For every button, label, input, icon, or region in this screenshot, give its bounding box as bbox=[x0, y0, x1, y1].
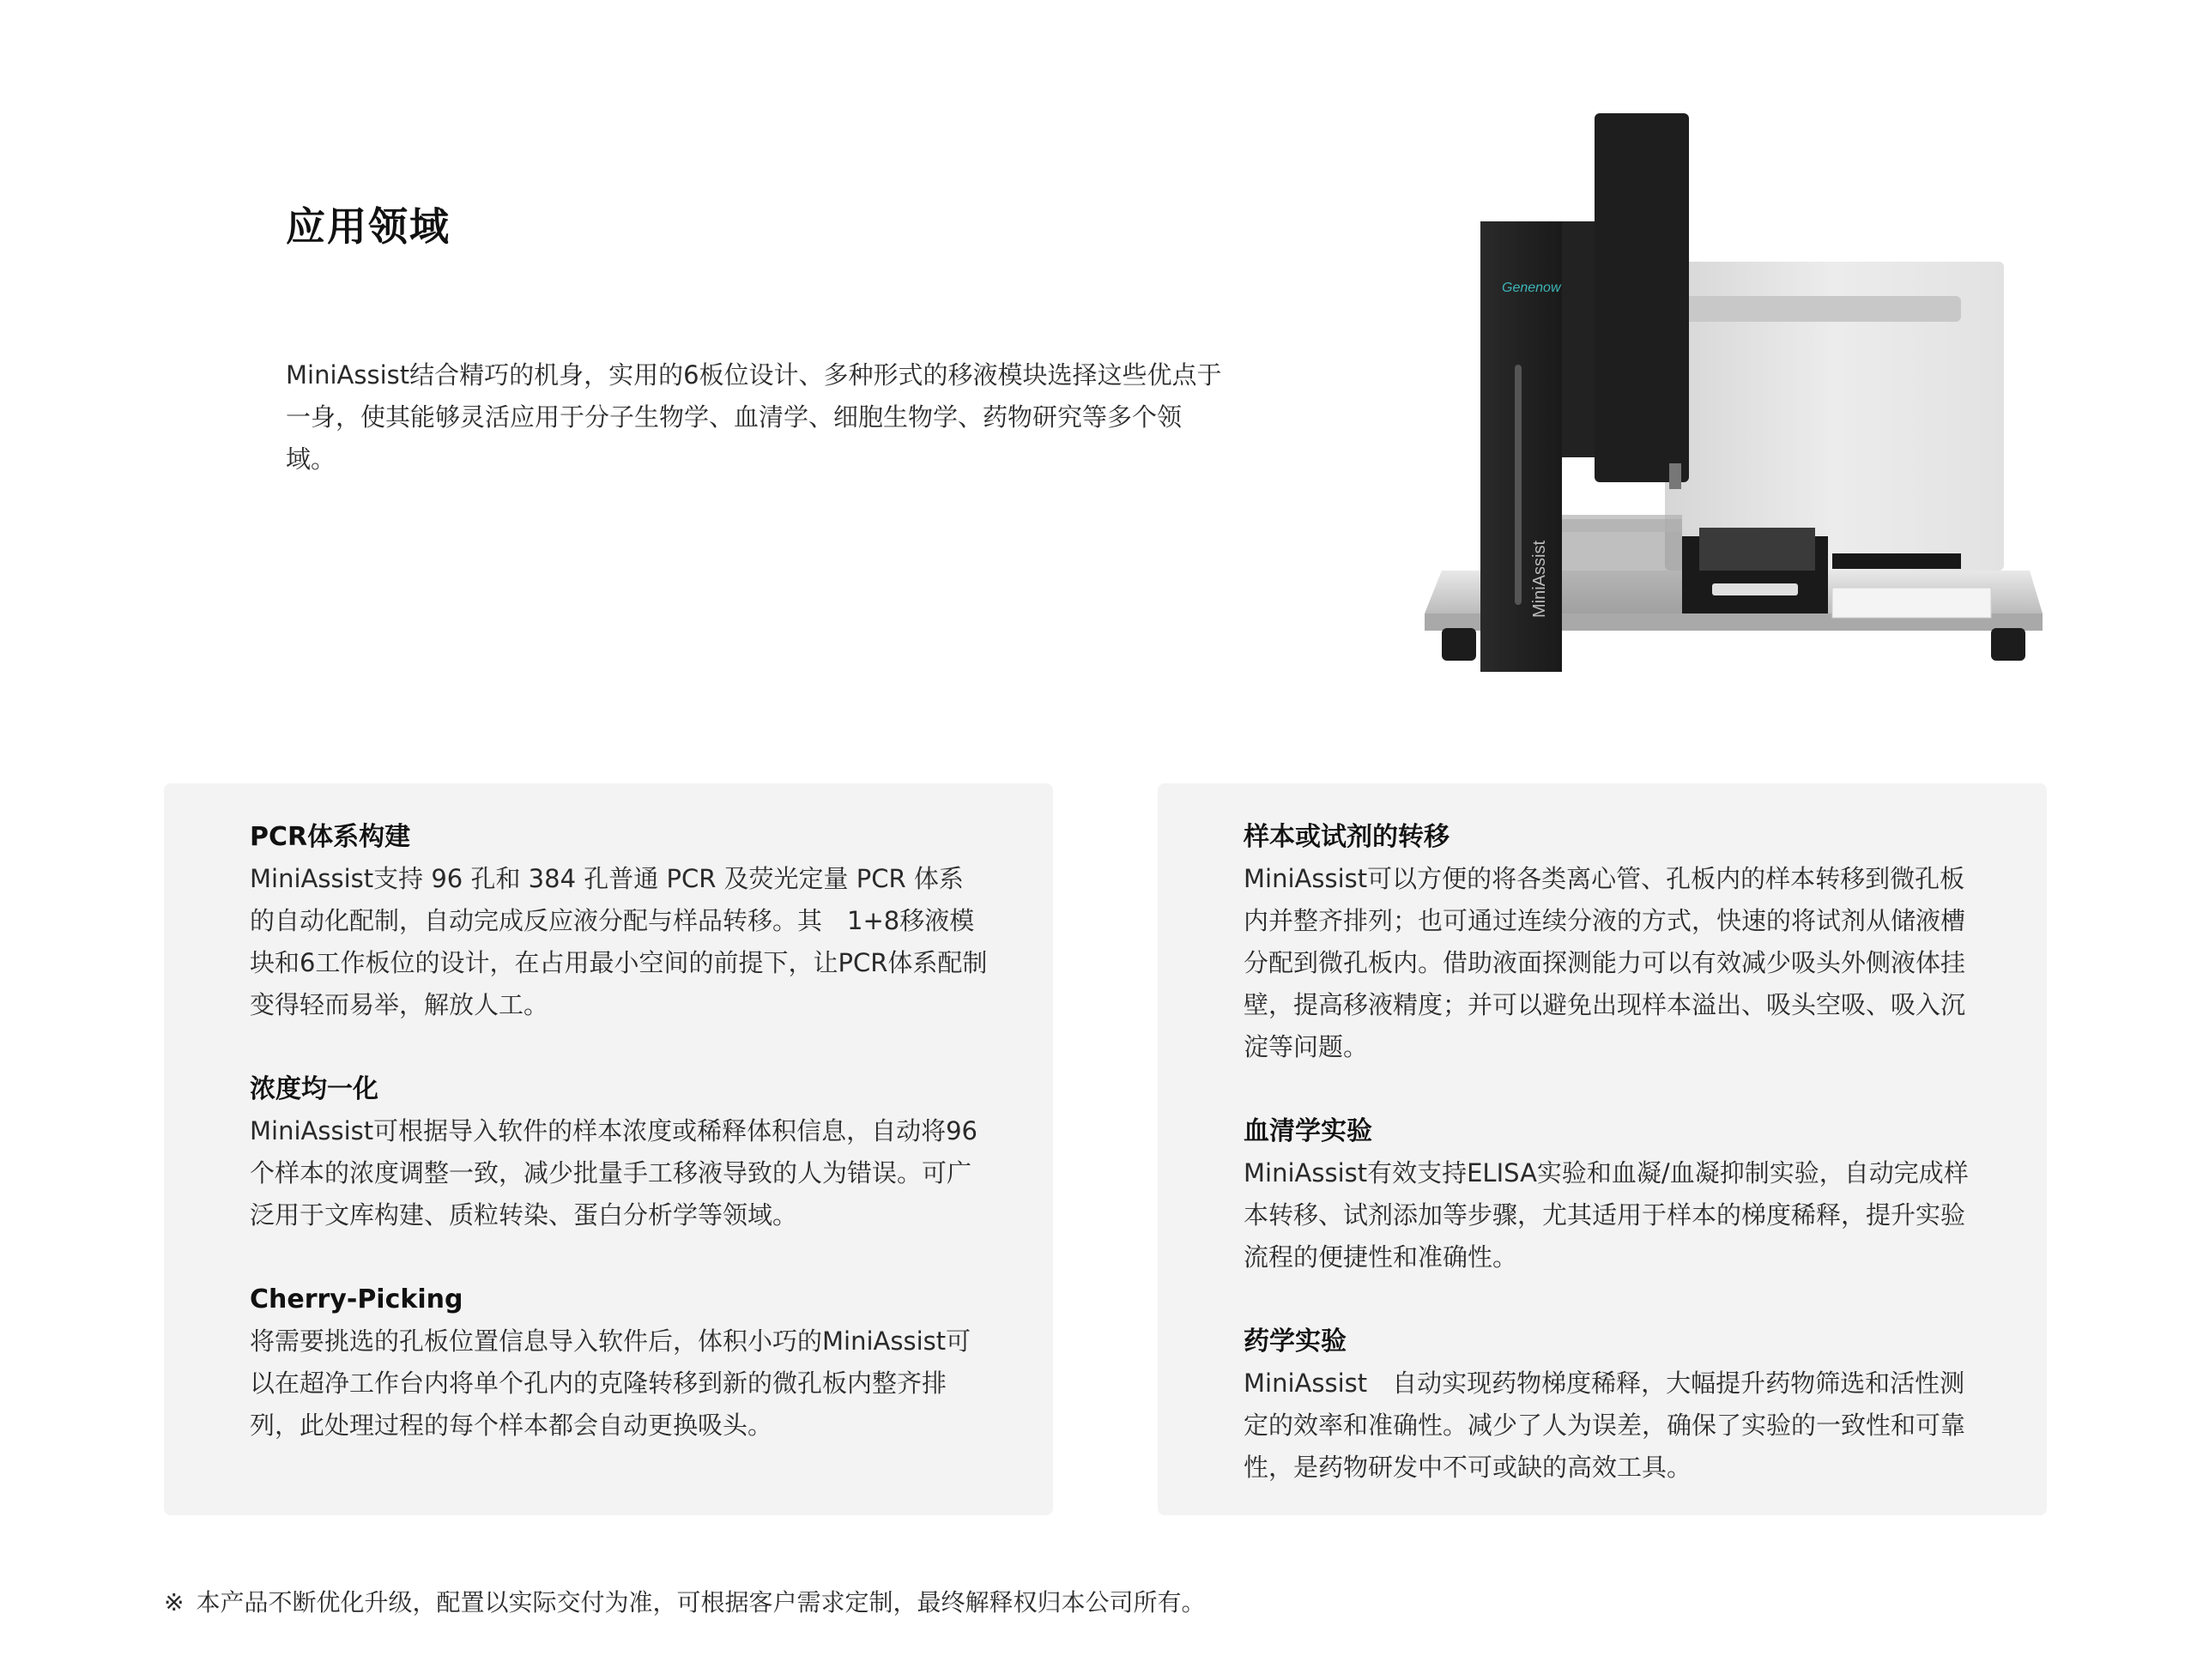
application-block bbox=[250, 1068, 988, 1236]
block-title: 药学实验 bbox=[1244, 1326, 1347, 1357]
block-title: PCR体系构建 bbox=[250, 822, 411, 852]
footnote bbox=[164, 1584, 1205, 1618]
application-block bbox=[1244, 816, 1982, 1068]
side-label: MiniAssist bbox=[1530, 540, 1549, 618]
application-block bbox=[250, 1278, 988, 1447]
block-text: MiniAssist 自动实现药物梯度稀释，大幅提升药物筛选和活性测定的效率和准确性。减少了人为误差，确保了实验的一致性和可靠性，是药物研发中不可或缺的高效工具。 bbox=[1244, 1369, 1966, 1482]
block-title: 血清学实验 bbox=[1244, 1116, 1372, 1146]
reference-mark-icon: ※ bbox=[164, 1588, 185, 1617]
product-image bbox=[1407, 103, 2060, 695]
block-title: 样本或试剂的转移 bbox=[1244, 822, 1450, 852]
block-title: Cherry-Picking bbox=[250, 1284, 463, 1314]
block-text: MiniAssist可根据导入软件的样本浓度或稀释体积信息，自动将96个样本的浓度调整一致，减少批量手工移液导致的人为错误。可广泛用于文库构建、质粒转染、蛋白分析学等领域。 bbox=[250, 1116, 978, 1230]
section-title: 应用领域 bbox=[286, 203, 451, 250]
section-intro: MiniAssist结合精巧的机身，实用的6板位设计、多种形式的移液模块选择这些优点于一身，使其能够灵活应用于分子生物学、血清学、细胞生物学、药物研究等多个领域。 bbox=[286, 360, 1222, 474]
application-block bbox=[250, 816, 988, 1026]
application-card-right bbox=[1158, 783, 2047, 1515]
block-title: 浓度均一化 bbox=[250, 1074, 378, 1104]
block-text: 将需要挑选的孔板位置信息导入软件后，体积小巧的MiniAssist可以在超净工作台内将单个孔内的克隆转移到新的微孔板内整齐排列，此处理过程的每个样本都会自动更换吸头。 bbox=[250, 1326, 971, 1440]
application-block bbox=[1244, 1320, 1982, 1489]
block-text: MiniAssist支持 96 孔和 384 孔普通 PCR 及荧光定量 PCR 体系的自动化配制，自动完成反应液分配与样品转移。其 1+8移液模块和6工作板位的设计，在占用最小空间的前提下，让PCR体系配制变得轻而易举，解放人工。 bbox=[250, 864, 988, 1019]
block-text: MiniAssist有效支持ELISA实验和血凝/血凝抑制实验，自动完成样本转移、试剂添加等步骤，尤其适用于样本的梯度稀释，提升实验流程的便捷性和准确性。 bbox=[1244, 1158, 1969, 1272]
application-card-left bbox=[164, 783, 1053, 1515]
brand-logo: Genenow bbox=[1502, 281, 1561, 295]
footnote-text: 本产品不断优化升级，配置以实际交付为准，可根据客户需求定制，最终解释权归本公司所有。 bbox=[196, 1588, 1206, 1617]
block-text: MiniAssist可以方便的将各类离心管、孔板内的样本转移到微孔板内并整齐排列；也可通过连续分液的方式，快速的将试剂从储液槽分配到微孔板内。借助液面探测能力可以有效减少吸头外侧液体挂壁，提高移液精度；并可以避免出现样本溢出、吸头空吸、吸入沉淀等问题。 bbox=[1244, 864, 1966, 1061]
application-block bbox=[1244, 1110, 1982, 1278]
